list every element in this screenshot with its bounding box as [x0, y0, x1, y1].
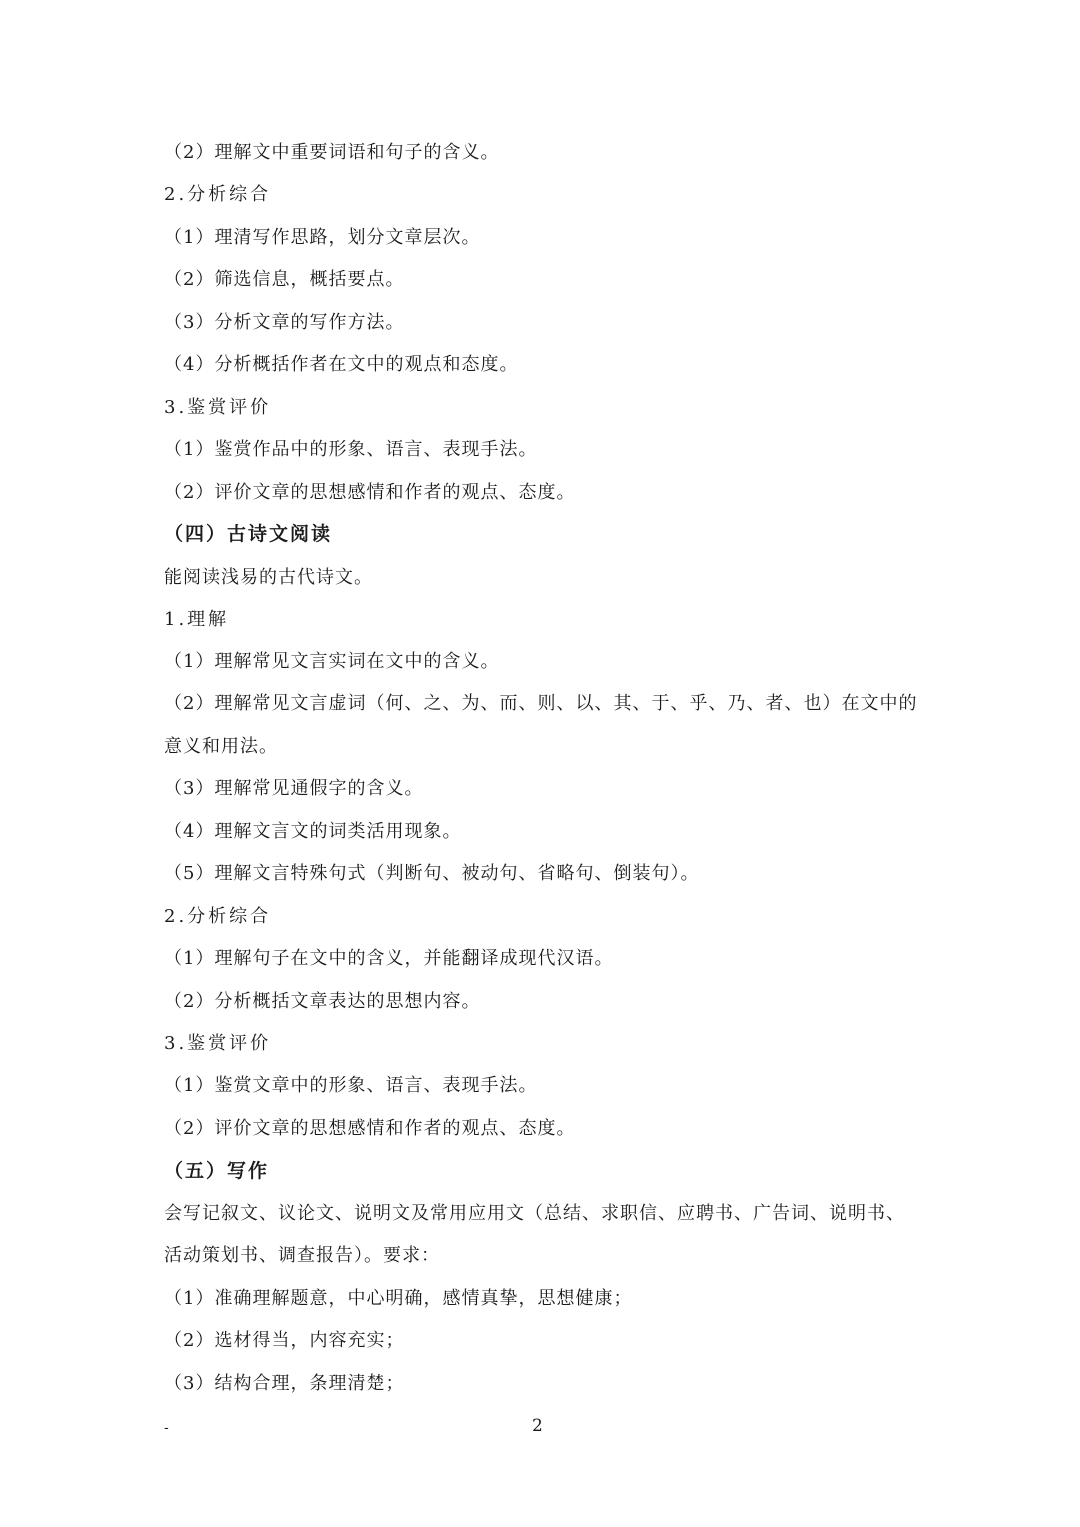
text-line: （1）准确理解题意，中心明确，感情真挚，思想健康；: [164, 1288, 633, 1309]
text-line: （1）理解常见文言实词在文中的含义。: [164, 651, 500, 672]
text-line: 意义和用法。: [164, 736, 278, 757]
section-label: 3.鉴赏评价: [164, 397, 272, 418]
text-line: （1）理清写作思路，划分文章层次。: [164, 227, 481, 248]
text-line: 活动策划书、调查报告）。要求：: [164, 1245, 440, 1266]
section-label: 2.分析综合: [164, 906, 272, 927]
section-heading: （五）写作: [164, 1160, 270, 1182]
text-line: （2）分析概括文章表达的思想内容。: [164, 991, 481, 1012]
text-line: （2）理解常见文言虚词（何、之、为、而、则、以、其、于、乎、乃、者、也）在文中的: [164, 693, 918, 714]
section-label: 3.鉴赏评价: [164, 1033, 272, 1054]
text-line: （2）筛选信息，概括要点。: [164, 269, 405, 290]
text-line: （4）分析概括作者在文中的观点和态度。: [164, 354, 519, 375]
text-line: （1）理解句子在文中的含义，并能翻译成现代汉语。: [164, 948, 614, 969]
text-line: （2）评价文章的思想感情和作者的观点、态度。: [164, 482, 576, 503]
text-line: （1）鉴赏作品中的形象、语言、表现手法。: [164, 439, 538, 460]
text-line: （4）理解文言文的词类活用现象。: [164, 821, 462, 842]
text-line: （2）评价文章的思想感情和作者的观点、态度。: [164, 1118, 576, 1139]
text-line: （3）分析文章的写作方法。: [164, 312, 405, 333]
text-line: （2）选材得当，内容充实；: [164, 1330, 405, 1351]
text-line: （3）结构合理，条理清楚；: [164, 1373, 405, 1394]
text-line: 会写记叙文、议论文、说明文及常用应用文（总结、求职信、应聘书、广告词、说明书、: [164, 1203, 905, 1224]
section-label: 2.分析综合: [164, 184, 272, 205]
footer-dash: -: [164, 1420, 169, 1436]
section-heading: （四）古诗文阅读: [164, 523, 333, 545]
text-line: （3）理解常见通假字的含义。: [164, 778, 424, 799]
text-line: （5）理解文言特殊句式（判断句、被动句、省略句、倒装句）。: [164, 863, 700, 884]
page-number: 2: [532, 1416, 543, 1436]
section-label: 1.理解: [164, 609, 230, 630]
text-line: 能阅读浅易的古代诗文。: [164, 567, 373, 588]
text-line: （1）鉴赏文章中的形象、语言、表现手法。: [164, 1075, 538, 1096]
text-line: （2）理解文中重要词语和句子的含义。: [164, 142, 500, 163]
